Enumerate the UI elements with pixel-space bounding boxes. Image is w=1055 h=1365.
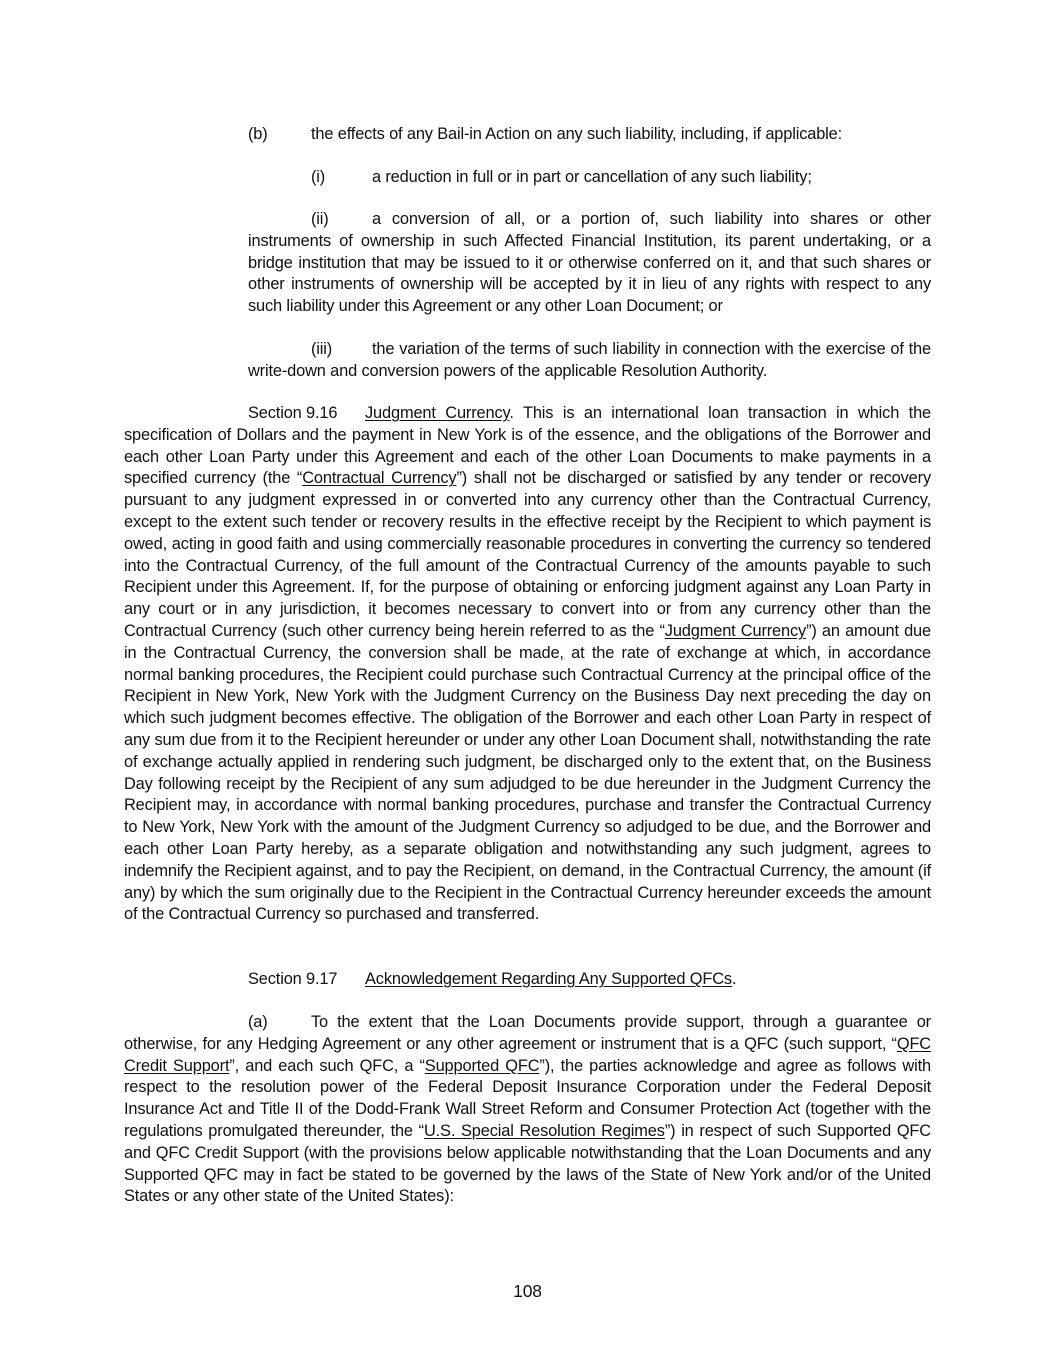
section-9-16-text-1: This is an international loan transaction in which the specification of Dollars and the payment in New York is of the essence, and the obligations of the Borrower and each other Loan Party under this Agreement and each of the other Loan Documents to make payments in a specified currency (the “ — [124, 404, 931, 488]
section-9-16 — [124, 403, 931, 926]
section-9-17-a — [124, 1012, 931, 1208]
clause-b-iii — [248, 339, 931, 383]
section-9-17-heading: Acknowledgement Regarding Any Supported QFCs — [365, 970, 732, 988]
clause-a-text-2: ”, and each such QFC, a “ — [229, 1056, 425, 1075]
clause-b-i-text: a reduction in full or in part or cancellation of any such liability; — [372, 168, 812, 186]
clause-b-ii-label: (ii) — [311, 210, 329, 228]
clause-b-i-label: (i) — [311, 168, 326, 186]
clause-b-iii-text: the variation of the terms of such liability in connection with the exercise of the write-down and conversion powers of the applicable Resolution Authority. — [248, 340, 931, 380]
section-9-17-heading-line — [248, 969, 931, 991]
clause-a-label: (a) — [248, 1013, 268, 1031]
clause-a-text-1: To the extent that the Loan Documents provide support, through a guarantee or otherwise, for any Hedging Agreement or any other agreement or instrument that is a QFC (such support, “ — [124, 1013, 931, 1053]
term-contractual-currency: Contractual Currency — [302, 469, 457, 488]
clause-b-iii-label: (iii) — [311, 340, 333, 358]
term-us-special-resolution-regimes: U.S. Special Resolution Regimes — [423, 1121, 665, 1140]
section-9-16-text-3: ”) an amount due in the Contractual Currency, the conversion shall be made, at the rate of exchange at which, in accordance normal banking procedures, the Recipient could purchase such Contractual Currency at the principal office of the Recipient in New York, New York with the Judgment Currency on the Business Day next preceding the day on which such judgment becomes effective. The obligation of the Borrower and each other Loan Party in respect of any sum due from it to the Recipient hereunder or under any other Loan Document shall, notwithstanding the rate of exchange actually applied in rendering such judgment, be discharged only to the extent that, on the Business Day following receipt by the Recipient of any sum adjudged to be due hereunder in the Judgment Currency the Recipient may, in accordance with normal banking procedures, purchase and transfer the Contractual Currency to New York, New York with the amount of the Judgment Currency so adjudged to be due, and the Borrower and each other Loan Party hereby, as a separate obligation and notwithstanding any such judgment, agrees to indemnify the Recipient against, and to pay the Recipient, on demand, in the Contractual Currency, the amount (if any) by which the sum originally due to the Recipient in the Contractual Currency hereunder exceeds the amount of the Contractual Currency so purchased and transferred. — [124, 621, 931, 924]
clause-b-label: (b) — [248, 125, 268, 143]
section-9-16-number: Section 9.16 — [248, 404, 338, 422]
term-supported-qfc: Supported QFC — [424, 1056, 540, 1075]
section-9-16-heading-end: . — [509, 404, 514, 422]
clause-b-ii — [248, 209, 931, 318]
clause-b — [248, 124, 931, 146]
term-qfc-credit-support: QFC Credit Support — [124, 1034, 931, 1075]
section-9-16-text-2: ”) shall not be discharged or satisfied by any tender or recovery pursuant to any judgment expressed in or converted into any currency other than the Contractual Currency, except to the extent such tender or recovery results in the effective receipt by the Recipient to which payment is owed, acting in good faith and using commercially reasonable procedures in converting the currency so tendered into the Contractual Currency, of the full amount of the Contractual Currency of the amounts payable to such Recipient under this Agreement. If, for the purpose of obtaining or enforcing judgment against any Loan Party in any court or in any jurisdiction, it becomes necessary to convert into or from any currency other than the Contractual Currency (such other currency being herein referred to as the “ — [124, 469, 931, 640]
section-9-16-heading: Judgment Currency — [365, 404, 510, 422]
term-judgment-currency: Judgment Currency — [664, 621, 807, 640]
page-number: 108 — [513, 1281, 542, 1301]
clause-b-ii-text: a conversion of all, or a portion of, such liability into shares or other instruments of ownership in such Affected Financial Institution, its parent undertaking, or a bridge institution that may be issued to it or otherwise conferred on it, and that such shares or other instruments of ownership will be accepted by it in lieu of any rights with respect to any such liability under this Agreement or any other Loan Document; or — [248, 210, 931, 316]
clause-b-i — [311, 167, 931, 189]
section-9-17-heading-end: . — [731, 970, 737, 988]
section-9-17-number: Section 9.17 — [248, 970, 338, 988]
clause-a-text-4: ”) in respect of such Supported QFC and QFC Credit Support (with the provisions below applicable notwithstanding that the Loan Documents and any Supported QFC may in fact be stated to be governed by the laws of the State of New York and/or of the United States or any other state of the United States): — [124, 1121, 931, 1206]
clause-a-text-3: ”), the parties acknowledge and agree as follows with respect to the resolution power of the Federal Deposit Insurance Corporation under the Federal Deposit Insurance Act and Title II of the Dodd-Frank Wall Street Reform and Consumer Protection Act (together with the regulations promulgated thereunder, the “ — [124, 1056, 931, 1140]
clause-b-text: the effects of any Bail-in Action on any such liability, including, if applicable: — [311, 125, 843, 143]
